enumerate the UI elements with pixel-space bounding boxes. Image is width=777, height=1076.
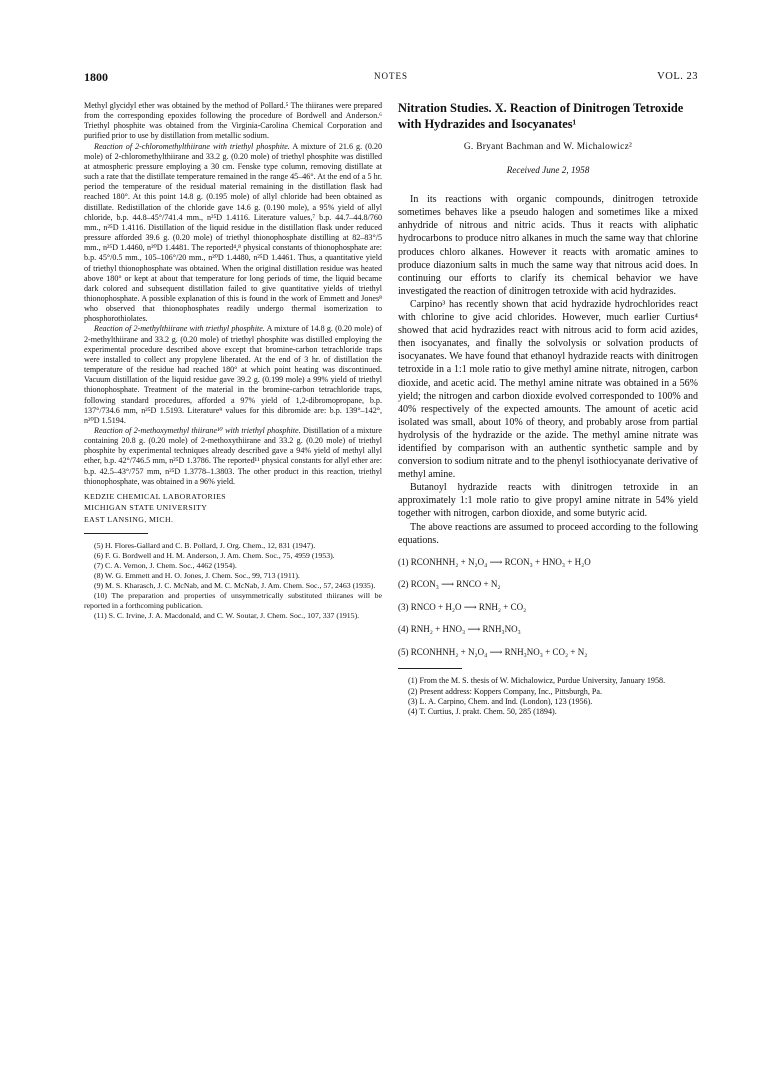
equation: (3) RNCO + H₂O ⟶ RNH₂ + CO₂	[398, 601, 527, 612]
reference-item: (5) H. Flores-Gallard and C. B. Pollard, J. Org. Chem., 12, 831 (1947).	[94, 541, 316, 551]
footnote-divider	[84, 533, 148, 534]
paragraph-body: Distillation of a mixture containing 20.8 g. (0.20 mole) of 2-methoxythiirane and 33.2 g. (0.20 mole) of triethyl phosphite by experimental techniques already described gave a 94% yield of methyl allyl ether, b.p. 42°/746.5 mm, n²⁵D 1.3786. The reported¹¹ physical constants for allyl ether are: b.p. 42.5–43°/757 mm, n²⁵D 1.3778–1.3803. The other product in this reaction, triethyl thionophosphate, was obtained in a 96% yield.	[84, 426, 382, 486]
paragraph	[84, 324, 382, 426]
article-authors: G. Bryant Bachman and W. Michalowicz²	[463, 142, 633, 152]
reference-item: (8) W. G. Emmett and H. O. Jones, J. Chem. Soc., 99, 713 (1911).	[94, 571, 300, 581]
paragraph-lead: Reaction of 2-methoxymethyl thiirane¹⁰ with triethyl phosphite.	[94, 426, 301, 435]
right-column	[398, 101, 698, 717]
paragraph	[84, 142, 382, 325]
page-header	[84, 70, 698, 86]
affiliation-line: KEDZIE CHEMICAL LABORATORIES	[84, 491, 227, 501]
paragraph: Carpino³ has recently shown that acid hydrazide hydrochlorides react with chlorine to give acid chlorides. However, much earlier Curtius⁴ showed that acid hydrazides react with nitrous acid to form acid azides, then isocyanates, and finally the solvolysis or solvation products of isocyanates. We have found that ethanoyl hydrazide reacts with dinitrogen tetroxide in a 1:1 mole ratio to give methyl amine nitrate, nitrogen, carbon dioxide, and acetic acid. The methyl amine nitrate was obtained in a 56% yield; the nitrogen and carbon dioxide evolved corresponded to 100% and 40% respectively of the expected amounts. The amount of acetic acid isolated was small, about 10% of theory, and probably arose from partial hydrolysis of the hydrazide or the azide. The methyl amine nitrate was identified by comparison with an authentic synthetic sample and by conversion to sodium nitrate and to the phenyl isothiocyanate derivative of methyl amine.	[398, 298, 698, 481]
equation: (5) RCONHNH₂ + N₂O₄ ⟶ RNH₃NO₃ + CO₂ + N₂	[398, 646, 588, 657]
article-title: Nitration Studies. X. Reaction of Dinitrogen Tetroxide with Hydrazides and Isocyanates¹	[398, 101, 684, 131]
reference-item: (11) S. C. Irvine, J. A. Macdonald, and C. W. Soutar, J. Chem. Soc., 107, 337 (1915).	[94, 611, 360, 621]
equation: (1) RCONHNH₂ + N₂O₄ ⟶ RCON₃ + HNO₃ + H₂O	[398, 556, 591, 567]
footnote-list	[398, 676, 698, 717]
paragraph	[84, 426, 382, 487]
paragraph-body: A mixture of 21.6 g. (0.20 mole) of 2-chloromethylthiirane and 33.2 g. (0.20 mole) of triethyl phosphite was distilled at atmospheric pressure employing a 30 cm. Fenske type column, removing distillate at such a rate that the distillate temperature remained in the range 45–46°. At the end of a 5 hr. period the temperature of the residual material remaining in the distillation flask had reached 180°. At this point 14.8 g. (0.195 mole) of allyl chloride had been obtained as distillate. Redistillation of the chloride gave 14.6 g. (0.190 mole), a 95% yield of allyl chloride, b.p. 44.8–45°/741.4 mm., n²⁵D 1.4116. Literature values,⁷ b.p. 44.7–44.8/760 mm., n²⁵D 1.4116. Distillation of the liquid residue in the distillation flask under reduced pressure afforded 39.6 g. (0.20 mole) of triethyl thionophosphate distilling at 82–83°/5 mm., n²⁵D 1.4460, n²⁰D 1.4481. The reported⁴,⁸ physical constants of thionophosphate are: b.p. 45°/0.5 mm., 105–106°/20 mm., n²⁰D 1.4480, n²⁵D 1.4461. Thus, a quantitative yield of triethyl thionophosphate was obtained. When the original distillation residue was heated above 180° or kept at about that temperature for long periods of time, the liquid became dark colored and subsequent distillation failed to give quantitative yields of triethyl thionophosphate. A possible explanation of this is found in the work of Emmett and Jones⁸ who observed that thionophosphates readily undergo thermal isomerization to phosphorothiolates.	[84, 141, 382, 324]
left-column	[84, 101, 382, 621]
reference-list	[84, 541, 382, 621]
reference-item: (7) C. A. Vernon, J. Chem. Soc., 4462 (1954).	[94, 561, 237, 571]
paragraph-lead: Reaction of 2-methylthiirane with triethyl phosphite.	[94, 324, 265, 334]
footnote-item: (2) Present address: Koppers Company, Inc., Pittsburgh, Pa.	[408, 686, 603, 696]
paragraph: In its reactions with organic compounds, dinitrogen tetroxide sometimes behaves like a pseudo halogen and sometimes like a mixed anhydride of nitrous and nitric acids. Thus it reacts with aliphatic hydrocarbons to produce nitro alkanes in much the same way that chlorine produces chloro alkanes. However it reacts with aromatic amines to produce diazonium salts in much the same way that nitrous acid does. In continuing our efforts to clarify its chemical behavior we have investigated the reaction of dinitrogen tetroxide with acid hydrazides.	[398, 194, 698, 297]
footnote-item: (4) T. Curtius, J. prakt. Chem. 50, 285 (1894).	[408, 707, 557, 717]
affiliation	[84, 491, 382, 526]
footnote-divider	[398, 668, 462, 669]
paragraph: The above reactions are assumed to proceed according to the following equations.	[398, 521, 698, 546]
paragraph-lead: Reaction of 2-chloromethylthiirane with triethyl phosphite.	[94, 141, 290, 151]
running-head: NOTES	[374, 71, 408, 81]
footnote-item: (1) From the M. S. thesis of W. Michalowicz, Purdue University, January 1958.	[408, 676, 666, 686]
reference-item: (10) The preparation and properties of unsymmetrically substituted thiiranes will be reported in a forthcoming publication.	[84, 591, 382, 611]
equation-list	[398, 556, 698, 658]
equation: (2) RCON₃ ⟶ RNCO + N₂	[398, 579, 501, 590]
paragraph-body: A mixture of 14.8 g. (0.20 mole) of 2-methylthiirane and 33.2 g. (0.20 mole) of triethyl phosphite was distilled employing the experimental procedure described above except that bromine-carbon tetrachloride traps were installed to collect any propylene liberated. At the end of 3 hr. of distillation the temperature of the residue had reached 180° at which point heating was discontinued. Vacuum distillation of the liquid residue gave 39.2 g. (0.199 mole) a 99% yield of triethyl thionophosphate. Treatment of the material in the bromine-carbon tetrachloride traps, following standard procedures, afforded a 97% yield of 1,2-dibromopropane, b.p. 137°/734.6 mm, n²⁵D 1.5193. Literature⁹ values for this dibromide are: b.p. 139°–142°, n²⁰D 1.5194.	[84, 324, 382, 425]
footnote-item: (3) L. A. Carpino, Chem. and Ind. (London), 123 (1956).	[408, 696, 593, 706]
volume-label: VOL. 23	[657, 71, 698, 82]
affiliation-line: MICHIGAN STATE UNIVERSITY	[84, 503, 208, 513]
paragraph: Butanoyl hydrazide reacts with dinitrogen tetroxide in an approximately 1:1 mole ratio to give propyl amine nitrate in 54% yield together with nitrogen, carbon dioxide, and some butyric acid.	[398, 482, 698, 520]
paragraph: Methyl glycidyl ether was obtained by the method of Pollard.⁵ The thiiranes were prepared from the corresponding epoxides following the procedure of Bordwell and Anderson.⁶ Triethyl phosphite was obtained from the Virginia-Carolina Chemical Corporation and purified prior to use by distillation from metallic sodium.	[84, 101, 382, 141]
equation: (4) RNH₂ + HNO₃ ⟶ RNH₃NO₃	[398, 624, 521, 635]
reference-item: (9) M. S. Kharasch, J. C. McNab, and M. C. McNab, J. Am. Chem. Soc., 57, 2463 (1935).	[94, 581, 376, 591]
received-date: Received June 2, 1958	[506, 165, 590, 176]
reference-item: (6) F. G. Bordwell and H. M. Anderson, J. Am. Chem. Soc., 75, 4959 (1953).	[94, 551, 335, 561]
affiliation-line: EAST LANSING, MICH.	[84, 514, 174, 524]
page-number: 1800	[84, 70, 108, 84]
